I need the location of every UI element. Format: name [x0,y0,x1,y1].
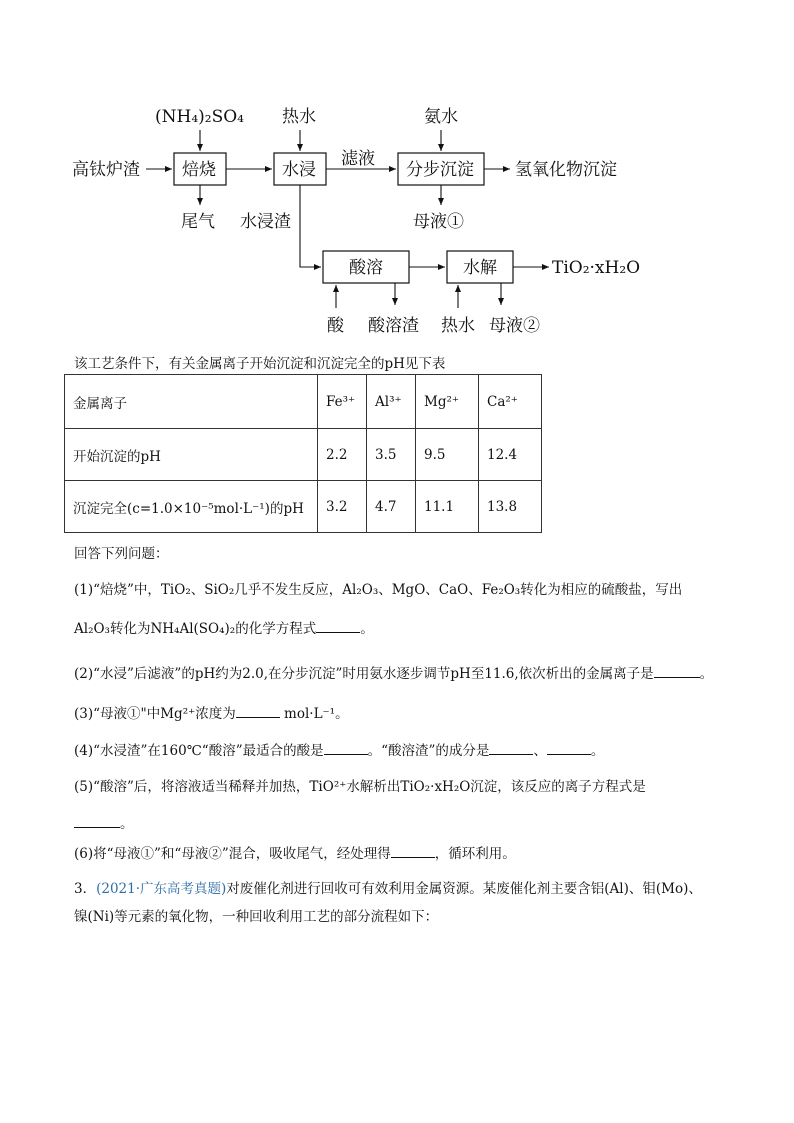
question-1-text: Al₂O₃转化为NH₄Al(SO₄)₂的化学方程式 [74,621,317,637]
problem-text: 对废催化剂进行回收可有效利用金属资源。某废催化剂主要含铝(Al)、钼(Mo)、 [226,881,702,897]
acid-label: 酸 [327,316,344,336]
residue-label: 水浸渣 [240,212,291,232]
reagent-ammonia: 氨水 [424,107,458,127]
hydroxide-label: 氢氧化物沉淀 [515,160,617,180]
problem-source: (2021·广东高考真题) [96,881,227,897]
questions-lead: 回答下列问题： [74,546,169,562]
box-leach-label: 水浸 [282,160,316,180]
question-1-line1: (1)“焙烧”中，TiO₂、SiO₂几乎不发生反应，Al₂O₃、MgO、CaO、Fe₂O₃转化为相应的硫酸盐，写出 [74,582,683,598]
row1-al: 3.5 [367,429,416,481]
row2-fe: 3.2 [318,481,367,533]
box-hydrolysis-label: 水解 [463,258,497,278]
question-5-line2: 。 [74,812,134,832]
header-label: 金属离子 [65,375,318,429]
ph-table [64,374,542,533]
question-5-line1: (5)“酸溶”后，将溶液适当稀释并加热，TiO²⁺水解析出TiO₂·xH₂O沉淀，该反应的离子方程式是 [74,779,646,795]
box-acid-dissolve-label: 酸溶 [349,258,383,278]
row1-mg: 9.5 [416,429,479,481]
hot-water2-label: 热水 [441,316,475,336]
row2-al: 4.7 [367,481,416,533]
process-flowchart [0,0,794,345]
acid-residue-label: 酸溶渣 [368,316,419,336]
question-6-text: (6)将“母液①”和“母液②”混合，吸收尾气，经处理得 [74,846,391,862]
gas-label: 尾气 [181,212,215,232]
row1-ca: 12.4 [479,429,542,481]
table-row [65,481,542,533]
row2-ca: 13.8 [479,481,542,533]
question-3-text: (3)“母液①"中Mg²⁺浓度为 [74,706,236,722]
question-3 [74,702,349,722]
ion-al: Al³⁺ [367,375,416,429]
reagent-hot-water: 热水 [282,107,316,127]
row2-mg: 11.1 [416,481,479,533]
question-6 [74,842,516,862]
question-3-unit: mol·L⁻¹。 [284,706,349,722]
reagent-ammonium-sulfate: (NH₄)₂SO₄ [155,107,244,127]
answer-blank [236,705,280,718]
question-4-text: (4)“水浸渣”在160℃“酸溶”最适合的酸是 [74,743,324,759]
mother1-label: 母液① [413,212,464,232]
question-4: (4)“水浸渣”在160℃“酸溶”最适合的酸是 。“酸溶渣”的成分是 、 。 [74,743,605,759]
row1-label: 开始沉淀的pH [65,429,318,481]
answer-blank [489,742,533,755]
ion-ca: Ca²⁺ [479,375,542,429]
question-2: (2)“水浸”后滤液”的pH约为2.0,在分步沉淀”时用氨水逐步调节pH至11.6,依次析出的金属离子是 。 [74,666,714,682]
row1-fe: 2.2 [318,429,367,481]
answer-blank [654,665,700,678]
question-6-post: ，循环利用。 [434,846,516,862]
box-roast-label: 焙烧 [182,160,216,180]
answer-blank [324,742,368,755]
answer-blank [74,815,120,828]
arrow-residue [300,185,321,267]
answer-blank [547,742,591,755]
next-problem-line1 [74,877,702,897]
ion-mg: Mg²⁺ [416,375,479,429]
table-row [65,429,542,481]
box-precip-label: 分步沉淀 [406,160,474,180]
question-4-mid: 。“酸溶渣”的成分是 [367,743,490,759]
question-2-text: (2)“水浸”后滤液”的pH约为2.0,在分步沉淀”时用氨水逐步调节pH至11.6,依次析出的金属离子是 [74,666,654,682]
mother2-label: 母液② [489,316,540,336]
answer-blank [316,620,360,633]
row2-label: 沉淀完全(c=1.0×10⁻⁵mol·L⁻¹)的pH [65,481,318,533]
question-1-line2: Al₂O₃转化为NH₄Al(SO₄)₂的化学方程式 。 [74,621,374,637]
feed-label: 高钛炉渣 [72,160,140,180]
table-row [65,375,542,429]
problem-number: 3． [74,881,97,897]
answer-blank [391,845,435,858]
table-intro: 该工艺条件下，有关金属离子开始沉淀和沉淀完全的pH见下表 [74,356,446,372]
filtrate-label: 滤液 [341,149,375,169]
ion-fe: Fe³⁺ [318,375,367,429]
product-label: TiO₂·xH₂O [552,258,641,278]
next-problem-line2: 镍(Ni)等元素的氧化物，一种回收利用工艺的部分流程如下： [74,909,439,925]
